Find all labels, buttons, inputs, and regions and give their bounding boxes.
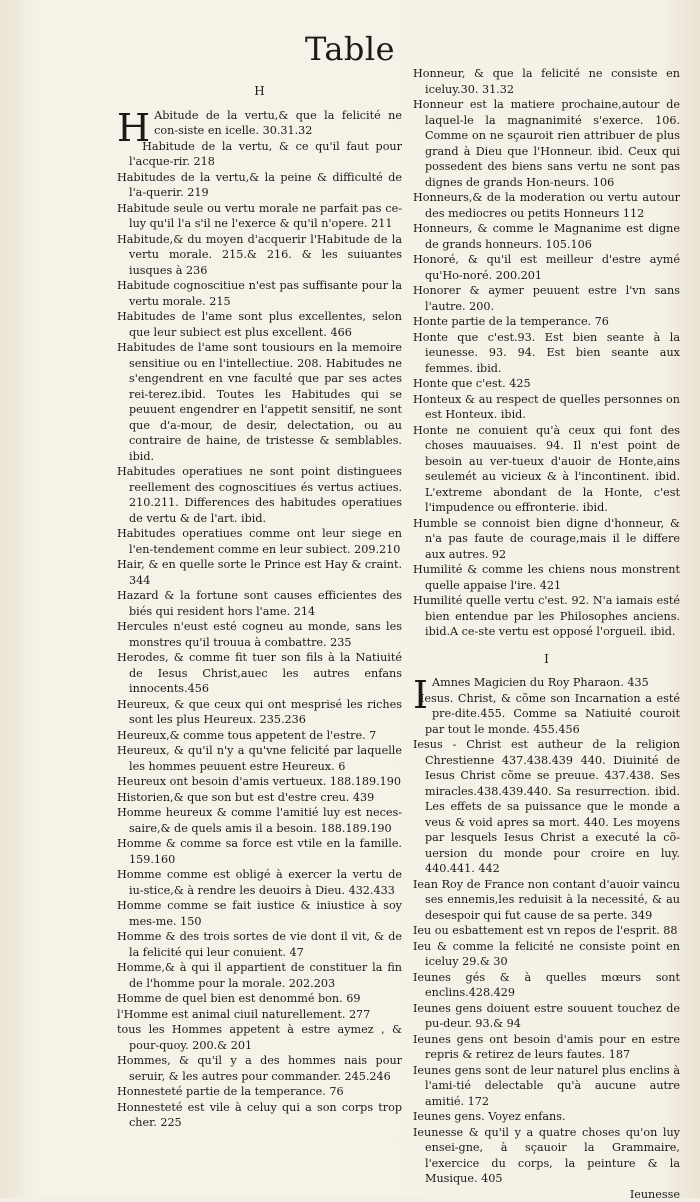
index-entry: Hazard & la fortune sont causes efficientes des biés qui resident hors l'ame. 214	[117, 588, 402, 619]
index-entry: Hommes, & qu'il y a des hommes nais pour seruir, & les autres pour commander. 245.246	[117, 1053, 402, 1084]
index-entry: Iesus - Christ est autheur de la religion Chrestienne 437.438.439 440. Diuinité de Iesus Christ cõme se preuue. 437.438. Ses miracles.438.439.440. Sa resurrection. ibid. Les effets de sa puissance que le monde a veus & void apres sa mort. 440. Les moyens par lesquels Iesus Christ a executé la cõ-uersion du monde pour croire en luy. 440.441. 442	[413, 737, 680, 877]
index-entry: Iean Roy de France non contant d'auoir vaincu ses ennemis,les reduisit à la necessité, & au desespoir qui fut cause de sa perte. 349	[413, 877, 680, 924]
index-entry: Honorer & aymer peuuent estre l'vn sans l'autre. 200.	[413, 283, 680, 314]
index-entry: tous les Hommes appetent à estre aymez , & pour-quoy. 200.& 201	[117, 1022, 402, 1053]
index-entry: Habitudes de la vertu,& la peine & difficulté de l'a-querir. 219	[117, 170, 402, 201]
index-entry: I Amnes Magicien du Roy Pharaon. 435	[413, 675, 680, 691]
index-entry: Ieunesse & qu'il y a quatre choses qu'on luy ensei-gne, à sçauoir la Grammaire, l'exercice du corps, la peinture & la Musique. 405	[413, 1125, 680, 1187]
index-entry: Homme de quel bien est denommé bon. 69	[117, 991, 402, 1007]
index-entry: l'Homme est animal ciuil naturellement. 277	[117, 1007, 402, 1023]
index-entry: Habitudes de l'ame sont plus excellentes, selon que leur subiect est plus excellent. 466	[117, 309, 402, 340]
index-entry: Habitudes operatiues comme ont leur siege en l'en-tendement comme en leur subiect. 209.210	[117, 526, 402, 557]
index-entry: Hair, & en quelle sorte le Prince est Hay & craint. 344	[117, 557, 402, 588]
index-entry: Heureux ont besoin d'amis vertueux. 188.189.190	[117, 774, 402, 790]
index-entry: Homme heureux & comme l'amitié luy est neces-saire,& de quels amis il a besoin. 188.189.190	[117, 805, 402, 836]
index-entry: Habitudes operatiues ne sont point distinguees reellement des cognoscitiues és vertus actiues. 210.211. Differences des habitudes operatiues de vertu & de l'art. ibid.	[117, 464, 402, 526]
index-entry: Humilité & comme les chiens nous monstrent quelle appaise l'ire. 421	[413, 562, 680, 593]
index-entry: Habitude de la vertu, & ce qu'il faut pour l'acque-rir. 218	[117, 139, 402, 170]
index-entry: Heureux,& comme tous appetent de l'estre. 7	[117, 728, 402, 744]
index-entry: Honte ne conuient qu'à ceux qui font des choses mauuaises. 94. Il n'est point de besoin au ver-tueux d'auoir de Honte,ains seulemét au vicieux & à l'incontinent. ibid. L'extreme abondant de la Honte, c'est l'impudence ou effronterie. ibid.	[413, 423, 680, 516]
index-entry: Honneurs, & comme le Magnanime est digne de grands honneurs. 105.106	[413, 221, 680, 252]
index-entry: Honnesteté partie de la temperance. 76	[117, 1084, 402, 1100]
index-entry: Homme & des trois sortes de vie dont il vit, & de la felicité qui leur conuient. 47	[117, 929, 402, 960]
index-entry: Homme comme est obligé à exercer la vertu de iu-stice,& à rendre les deuoirs à Dieu. 432.433	[117, 867, 402, 898]
index-entry: Habitude,& du moyen d'acquerir l'Habitude de la vertu morale. 215.& 216. & les suiuantes iusques à 236	[117, 232, 402, 279]
index-entry: Honte partie de la temperance. 76	[413, 314, 680, 330]
index-entry: Ieunes gens ont besoin d'amis pour en estre repris & retirez de leurs fautes. 187	[413, 1032, 680, 1063]
index-entry: Habitude cognoscitiue n'est pas suffisante pour la vertu morale. 215	[117, 278, 402, 309]
index-entry: Honneur, & que la felicité ne consiste en iceluy.30. 31.32	[413, 66, 680, 97]
section-letter-i: I	[413, 652, 680, 668]
index-entry: Iesus. Christ, & cõme son Incarnation a esté pre-dite.455. Comme sa Natiuité couroit par tout le monde. 455.456	[413, 691, 680, 738]
index-entry: Ieunes gens sont de leur naturel plus enclins à l'ami-tié delectable qu'à aucune autre amitié. 172	[413, 1063, 680, 1110]
index-entry: Historien,& que son but est d'estre creu. 439	[117, 790, 402, 806]
index-entry: Honte que c'est. 425	[413, 376, 680, 392]
index-entry: Ieunes gens. Voyez enfans.	[413, 1109, 680, 1125]
index-entry: Homme comme se fait iustice & iniustice à soy mes-me. 150	[117, 898, 402, 929]
drop-cap-i: I	[413, 678, 428, 712]
index-entry: Honneur est la matiere prochaine,autour de laquel-le la magnanimité s'exerce. 106. Comme on ne sçauroit rien attribuer de plus grand à Dieu que l'Honneur. ibid. Ceux qui possedent des biens sans vertu ne sont pas dignes de grands Hon-neurs. 106	[413, 97, 680, 190]
index-entry: Habitudes de l'ame sont tousiours en la memoire sensitiue ou en l'intellectiue. 208. Habitudes ne s'engendrent en vne faculté que par ses actes rei-terez.ibid. Toutes les Habitudes qui se peuuent engendrer en l'appetit sensitif, ne sont que d'a-mour, de desir, delectation, ou au contraire de haine, de tristesse & semblables. ibid.	[117, 340, 402, 464]
index-entry: Honneurs,& de la moderation ou vertu autour des mediocres ou petits Honneurs 112	[413, 190, 680, 221]
index-entry: Homme,& à qui il appartient de constituer la fin de l'homme pour la morale. 202.203	[117, 960, 402, 991]
index-entry: Ieu ou esbattement est vn repos de l'esprit. 88	[413, 923, 680, 939]
index-entry: H Abitude de la vertu,& que la felicité ne con-siste en icelle. 30.31.32	[117, 108, 402, 139]
index-entry: Heureux, & que ceux qui ont mesprisé les riches sont les plus Heureux. 235.236	[117, 697, 402, 728]
index-entry: Honoré, & qu'il est meilleur d'estre aymé qu'Ho-noré. 200.201	[413, 252, 680, 283]
index-entry: Ieu & comme la felicité ne consiste point en iceluy 29.& 30	[413, 939, 680, 970]
drop-cap-h: H	[117, 111, 150, 145]
section-letter-h: H	[117, 84, 402, 100]
left-column	[117, 80, 402, 1131]
index-entry: Humilité quelle vertu c'est. 92. N'a iamais esté bien entendue par les Philosophes anciens. ibid.A ce-ste vertu est opposé l'orgueil. ibid.	[413, 593, 680, 640]
index-entry: Honteux & au respect de quelles personnes on est Honteux. ibid.	[413, 392, 680, 423]
index-entry: Humble se connoist bien digne d'honneur, & n'a pas faute de courage,mais il le differe aux autres. 92	[413, 516, 680, 563]
index-entry: Ieunes gens doiuent estre souuent touchez de pu-deur. 93.& 94	[413, 1001, 680, 1032]
page-title: Table	[0, 30, 700, 68]
index-entry: Honte que c'est.93. Est bien seante à la ieunesse. 93. 94. Est bien seante aux femmes. ibid.	[413, 330, 680, 377]
index-entry: Honnesteté est vile à celuy qui a son corps trop cher. 225	[117, 1100, 402, 1131]
index-entry: Homme & comme sa force est vtile en la famille. 159.160	[117, 836, 402, 867]
index-entry: Herodes, & comme fit tuer son fils à la Natiuité de Iesus Christ,auec les autres enfans innocents.456	[117, 650, 402, 697]
index-entry: Heureux, & qu'il n'y a qu'vne felicité par laquelle les hommes peuuent estre Heureux. 6	[117, 743, 402, 774]
right-column	[413, 66, 680, 1202]
catchword: Ieunesse	[413, 1187, 680, 1202]
index-entry: Ieunes gés & à quelles mœurs sont enclins.428.429	[413, 970, 680, 1001]
index-entry: Habitude seule ou vertu morale ne parfait pas ce-luy qu'il l'a s'il ne l'exerce & qu'il n'opere. 211	[117, 201, 402, 232]
index-entry: Hercules n'eust esté cogneu au monde, sans les monstres qu'il trouua à combattre. 235	[117, 619, 402, 650]
